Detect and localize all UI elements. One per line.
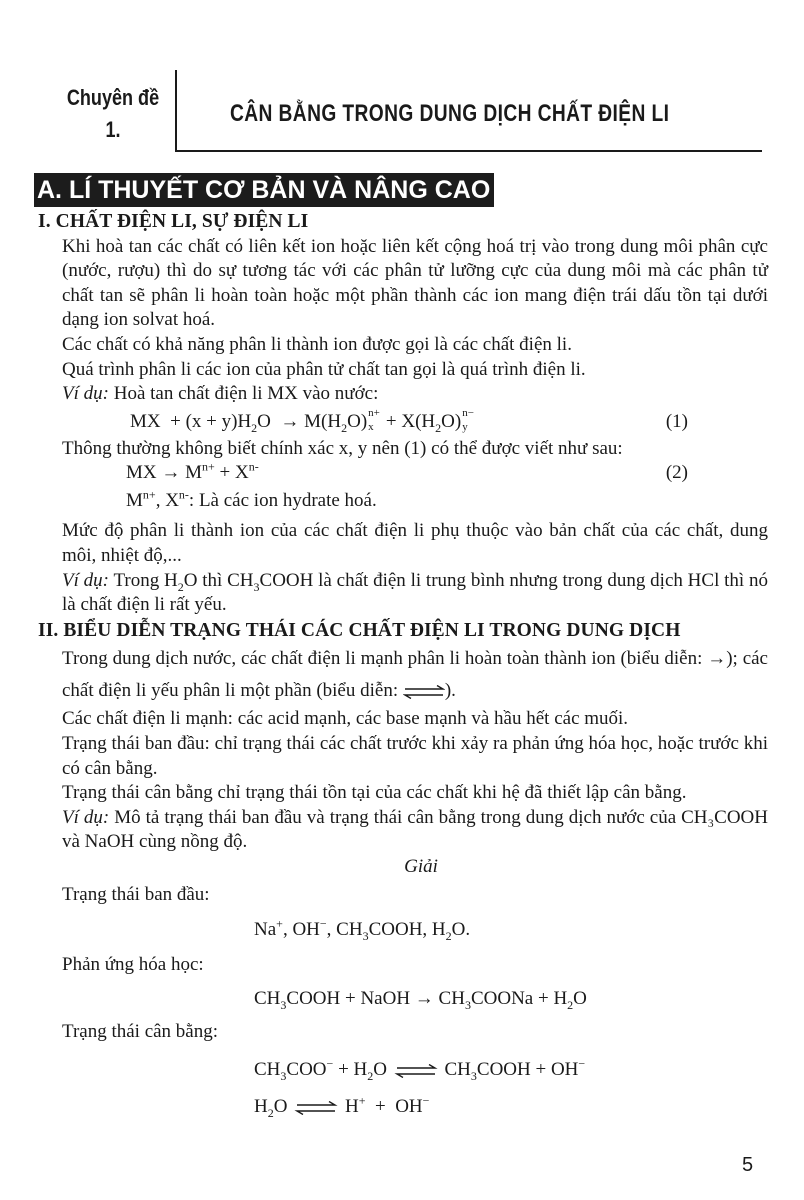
eq1-number: (1) [665, 410, 688, 432]
part1-example [38, 382, 768, 407]
example2-text-b: O thì CH [183, 569, 254, 591]
header-divider-vertical [175, 70, 177, 152]
part2-para1-b: ). [444, 680, 456, 702]
page-number: 5 [742, 1154, 754, 1176]
equilibrium-formula-2: $H_2O$ H+ + OH− [254, 1093, 430, 1120]
document-body [38, 210, 768, 1120]
part2-heading: II. BIỂU DIỄN TRẠNG THÁI CÁC CHẤT ĐIỆN LI TRONG DUNG DỊCH [38, 619, 681, 641]
equilibrium-label: Trạng thái cân bằng: [62, 1020, 219, 1042]
example-text: Hoà tan chất điện li MX vào nước: [108, 383, 379, 405]
header-divider-horizontal [175, 150, 762, 152]
equation-1 [38, 407, 768, 437]
chapter-header [34, 70, 762, 154]
chuyen-de-number: 1. [105, 117, 121, 142]
part1-para2: Các chất có khả năng phân li thành ion được gọi là các chất điện li. [62, 333, 572, 355]
reaction-label: Phản ứng hóa học: [62, 953, 204, 975]
part1-para4: Thông thường không biết chính xác x, y nên (1) có thể được viết như sau: [62, 437, 623, 459]
ions-line: $M^{n+}$, $X^{n-}$: Là các ion hydrate hoá. [126, 488, 377, 512]
example2-text-c: COOH là chất điện li trung bình nhưng trong dung dịch HCl thì nó là chất điện li rất yếu. [62, 569, 768, 616]
equilibrium-arrow-icon [292, 1101, 340, 1115]
example2-label: Ví dụ: [62, 569, 110, 591]
equilibrium-arrow-icon [392, 1064, 440, 1078]
reaction-formula: $CH_3COOH$ + NaOH → $CH_3COONa + H_2O$ [254, 988, 587, 1013]
part2-example-label: Ví dụ: [62, 806, 110, 828]
page-title: CÂN BẰNG TRONG DUNG DỊCH CHẤT ĐIỆN LI [230, 100, 670, 127]
example-label: Ví dụ: [62, 383, 109, 405]
eq2-number: (2) [665, 462, 688, 484]
example2-text-a: Trong H [109, 569, 178, 591]
solution-label: Giải [404, 855, 438, 877]
eq1-formula: MX + $(x + y)H_2O \to M(H_2O)$ n+ x + $X(H_2O)$ n− y [130, 406, 474, 435]
eq2-formula: MX → $M^{n+} + X^{n-}$ [126, 460, 259, 484]
part2-para3: Trạng thái ban đầu: chỉ trạng thái các chất trước khi xảy ra phản ứng hóa học, hoặc trước khi có cân bằng. [62, 732, 768, 779]
part2-para4: Trạng thái cân bằng chỉ trạng thái tồn tại của các chất khi hệ đã thiết lập cân bằng. [62, 782, 687, 804]
part2-example-text: Mô tả trạng thái ban đầu và trạng thái cân bằng trong dung dịch nước của CH₃COOH và NaOH cùng nồng độ. [62, 806, 768, 853]
part1-para5: Mức độ phân li thành ion của các chất điện li phụ thuộc vào bản chất của các chất, dung môi, nhiệt độ,... [62, 520, 768, 566]
initial-state-label: Trạng thái ban đầu: [62, 884, 210, 906]
part1-para1: Khi hoà tan các chất có liên kết ion hoặc liên kết cộng hoá trị vào trong dung môi phân cực (nước, rượu) thì do sự tương tác với các phân tử lưỡng cực của dung môi mà các phân tử chất tan sẽ phân li hoàn toàn hoặc một phần thành các ion mang điện trái dấu tồn tại dưới dạng ion solvat hoá. [62, 235, 768, 331]
equilibrium-formula-1: $CH_3COO^- + H_2O$ $CH_3COOH + OH^-$ [254, 1057, 586, 1084]
part1-heading: I. CHẤT ĐIỆN LI, SỰ ĐIỆN LI [38, 211, 309, 232]
ions-desc: : Là các ion hydrate hoá. [188, 490, 377, 512]
part1-para3: Quá trình phân li các ion của phân tử chất tan gọi là quá trình điện li. [62, 358, 586, 380]
part1-example2: Ví dụ: Trong $H_2O$ thì $CH_3COOH$ là chất điện li trung bình nhưng trong dung dịch HCl thì nó là chất điện li rất yếu. [62, 569, 768, 616]
initial-state-formula: Na+, OH−, $CH_3COOH$, $H_2O$. [254, 916, 471, 943]
chuyen-de-text: Chuyên đề [66, 85, 160, 110]
part2-para1-a: Trong dung dịch nước, các chất điện li mạnh phân li hoàn toàn thành ion (biểu diễn: →); các chất điện li yếu phân li một phần (biểu diễn: [62, 648, 768, 702]
part2-para1 [38, 643, 768, 707]
equilibrium-arrow-icon [403, 685, 445, 699]
section-a-heading: A. LÍ THUYẾT CƠ BẢN VÀ NÂNG CAO [34, 173, 494, 207]
part2-para2: Các chất điện li mạnh: các acid mạnh, các base mạnh và hầu hết các muối. [62, 708, 629, 730]
chuyen-de-label [60, 82, 167, 146]
equation-2 [38, 461, 768, 487]
part2-example [38, 806, 768, 855]
